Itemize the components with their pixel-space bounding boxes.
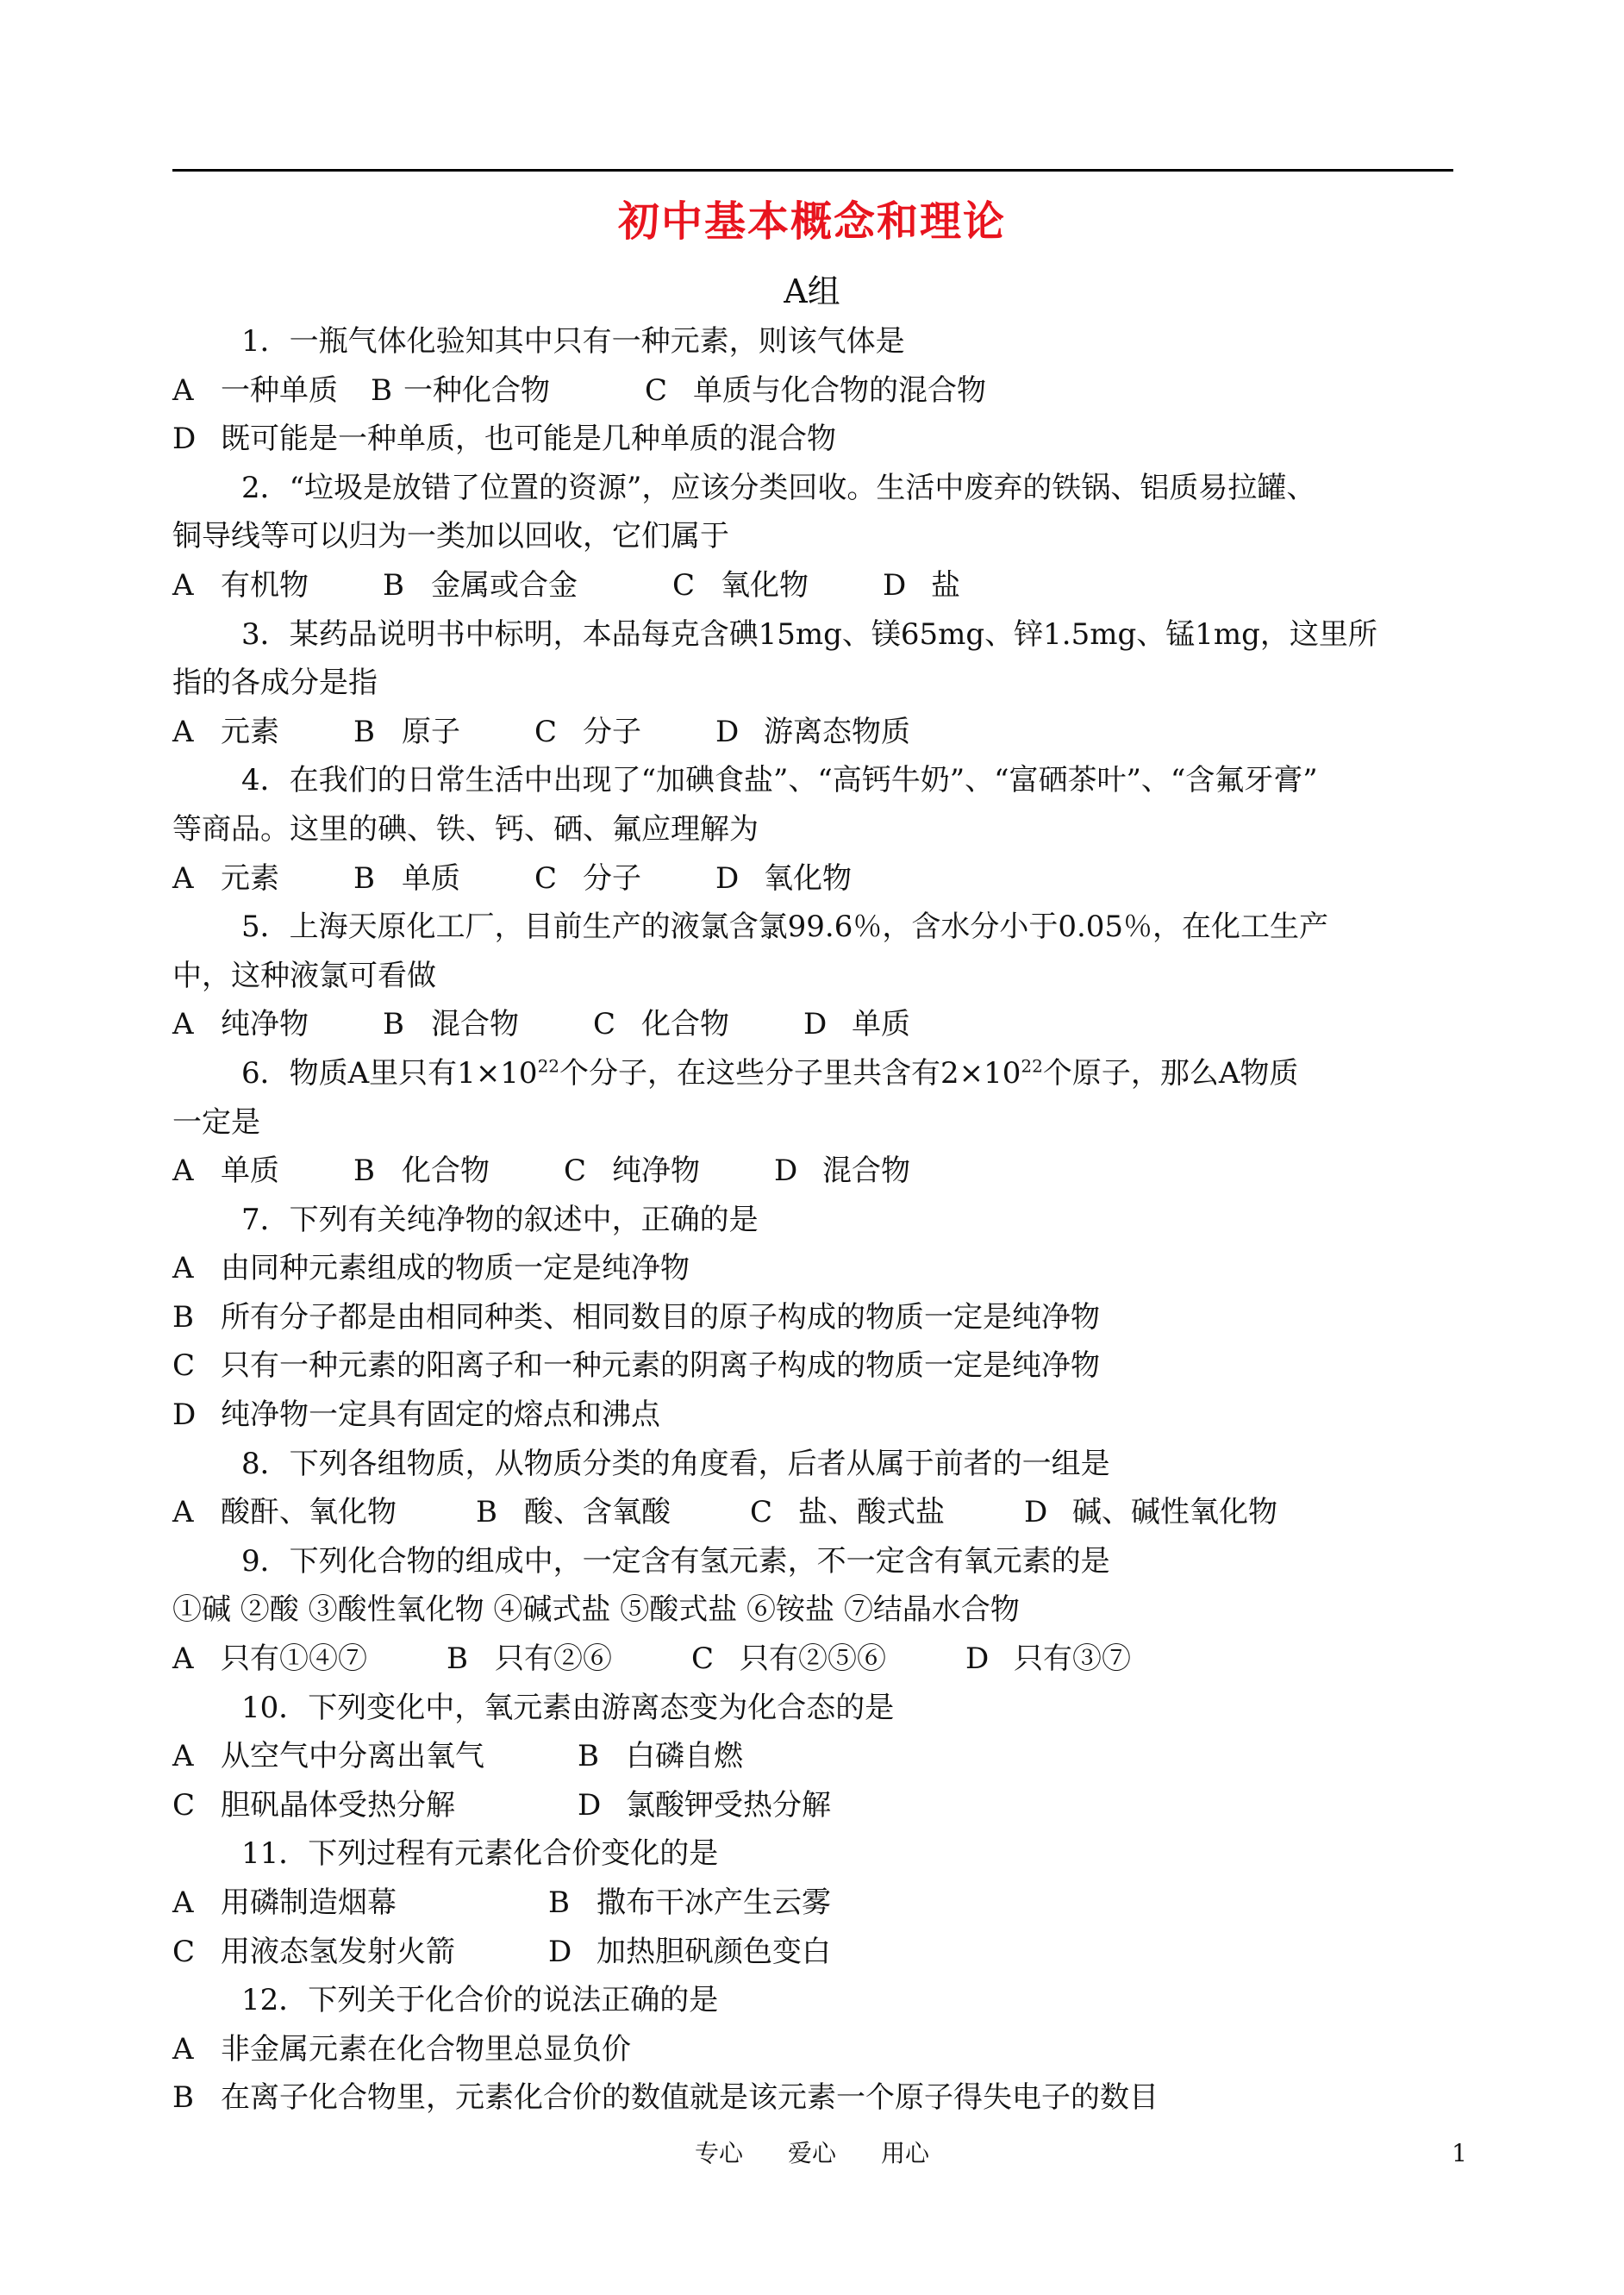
option-a: A 一种单质 [172, 372, 338, 408]
question-stem-line: 4．在我们的日常生活中出现了“加碘食盐”、“高钙牛奶”、“富硒茶叶”、“含氟牙膏” [241, 763, 1318, 798]
footer-motto-item: 专心 [694, 2139, 743, 2167]
option-row [172, 415, 1465, 464]
option-row [172, 1488, 1465, 1537]
option-c: C 化合物 [593, 1007, 729, 1042]
question-stem-line: 1．一瓶气体化验知其中只有一种元素，则该气体是 [241, 324, 905, 359]
question-list [172, 317, 1465, 2123]
option-row [172, 1244, 1465, 1293]
option-b: B 在离子化合物里，元素化合价的数值就是该元素一个原子得失电子的数目 [172, 2080, 1159, 2116]
option-a: A 由同种元素组成的物质一定是纯净物 [172, 1251, 690, 1286]
question-stem-line: 等商品。这里的碘、铁、钙、硒、氟应理解为 [172, 811, 759, 847]
footer-motto [0, 2136, 1624, 2171]
question-9 [172, 1537, 1465, 1684]
question-7 [172, 1196, 1465, 1440]
question-stem-line: 7．下列有关纯净物的叙述中，正确的是 [241, 1202, 759, 1237]
option-b: B 白磷自燃 [578, 1739, 743, 1774]
option-a: A 从空气中分离出氧气 [172, 1739, 484, 1774]
option-c: C 胆矾晶体受热分解 [172, 1787, 455, 1823]
option-d: D 碱、碱性氧化物 [1024, 1495, 1277, 1530]
exponent: 22 [537, 1055, 560, 1077]
question-stem-line: 11．下列过程有元素化合价变化的是 [241, 1836, 719, 1872]
question-11 [172, 1829, 1465, 1976]
option-row [172, 1391, 1465, 1440]
option-d: D 混合物 [774, 1154, 910, 1189]
question-stem-line: 6．物质A里只有$1\times 10^{22}$个分子，在这些分子里共含有$2\times 10^{22}$个原子，那么A物质 [241, 1055, 1299, 1091]
option-a: A 非金属元素在化合物里总显负价 [172, 2031, 631, 2067]
question-5 [172, 903, 1465, 1049]
question-stem-line: 一定是 [172, 1104, 260, 1140]
option-a: A 单质 [172, 1154, 279, 1189]
option-row [172, 1781, 1465, 1830]
option-d: D 单质 [803, 1007, 910, 1042]
question-stem-line: ①碱 ②酸 ③酸性氧化物 ④碱式盐 ⑤酸式盐 ⑥铵盐 ⑦结晶水合物 [172, 1592, 1020, 1628]
question-stem-line: 指的各成分是指 [172, 666, 378, 701]
option-b: B 混合物 [383, 1007, 519, 1042]
question-stem-line: 3．某药品说明书中标明，本品每克含碘15mg、镁65mg、锌1.5mg、锰1mg，这里所 [241, 616, 1377, 652]
option-b: B 单质 [353, 860, 460, 896]
option-d: D 氧化物 [715, 860, 852, 896]
option-a: A 元素 [172, 714, 279, 749]
question-3 [172, 610, 1465, 757]
option-d: D 氯酸钾受热分解 [578, 1787, 831, 1823]
footer-motto-item: 爱心 [787, 2139, 836, 2167]
option-row [172, 561, 1465, 610]
option-a: A 用磷制造烟幕 [172, 1885, 397, 1920]
question-2 [172, 464, 1465, 610]
group-heading: A组 [784, 272, 840, 310]
option-c: C 只有②⑤⑥ [691, 1642, 886, 1677]
option-c: C 盐、酸式盐 [750, 1495, 945, 1530]
question-stem-line: 10．下列变化中，氧元素由游离态变为化合态的是 [241, 1690, 895, 1725]
question-stem-line: 8．下列各组物质，从物质分类的角度看，后者从属于前者的一组是 [241, 1446, 1110, 1481]
option-d: D 加热胆矾颜色变白 [548, 1934, 831, 1969]
option-row [172, 1147, 1465, 1196]
option-c: C 单质与化合物的混合物 [645, 372, 986, 408]
option-c: C 用液态氢发射火箭 [172, 1934, 455, 1969]
option-a: A 元素 [172, 860, 279, 896]
option-row [172, 854, 1465, 904]
question-1 [172, 317, 1465, 464]
option-d: D 纯净物一定具有固定的熔点和沸点 [172, 1398, 660, 1433]
option-row [172, 1293, 1465, 1342]
option-d: D 盐 [883, 567, 960, 603]
page-title: 初中基本概念和理论 [617, 197, 1006, 246]
page-number: 1 [1452, 2139, 1467, 2167]
option-b: B 化合物 [353, 1154, 490, 1189]
question-stem-line: 中，这种液氯可看做 [172, 958, 436, 993]
option-a: A 有机物 [172, 567, 309, 603]
exponent: 22 [1021, 1055, 1043, 1077]
question-stem-line: 9．下列化合物的组成中，一定含有氢元素，不一定含有氧元素的是 [241, 1543, 1110, 1579]
footer-motto-item: 用心 [881, 2139, 930, 2167]
option-d: D 既可能是一种单质，也可能是几种单质的混合物 [172, 422, 836, 457]
option-a: A 酸酐、氧化物 [172, 1495, 397, 1530]
question-8 [172, 1440, 1465, 1537]
option-row [172, 2073, 1465, 2123]
question-stem-line: 铜导线等可以归为一类加以回收，它们属于 [172, 519, 729, 554]
question-12 [172, 1976, 1465, 2123]
option-row [172, 366, 1465, 416]
option-d: D 游离态物质 [715, 714, 910, 749]
option-c: C 分子 [534, 714, 641, 749]
option-b: B 金属或合金 [383, 567, 578, 603]
option-a: A 纯净物 [172, 1007, 309, 1042]
option-b: B 只有②⑥ [447, 1642, 612, 1677]
option-b: B 撒布干冰产生云雾 [548, 1885, 831, 1920]
option-row [172, 1879, 1465, 1928]
option-a: A 只有①④⑦ [172, 1642, 367, 1677]
option-c: C 只有一种元素的阳离子和一种元素的阴离子构成的物质一定是纯净物 [172, 1348, 1100, 1384]
question-6 [172, 1049, 1465, 1196]
header-rule [172, 169, 1453, 172]
option-b: B 所有分子都是由相同种类、相同数目的原子构成的物质一定是纯净物 [172, 1299, 1100, 1335]
option-row [172, 1928, 1465, 1977]
option-c: C 纯净物 [564, 1154, 700, 1189]
option-c: C 分子 [534, 860, 641, 896]
option-row [172, 1635, 1465, 1684]
question-4 [172, 756, 1465, 903]
question-stem-line: 5．上海天原化工厂，目前生产的液氯含氯99.6％，含水分小于0.05％，在化工生产 [241, 910, 1329, 945]
option-b: B 一种化合物 [371, 372, 550, 408]
option-row [172, 1000, 1465, 1049]
question-stem-line: 12．下列关于化合价的说法正确的是 [241, 1983, 719, 2018]
option-row [172, 1732, 1465, 1781]
option-b: B 酸、含氧酸 [476, 1495, 671, 1530]
option-row [172, 2025, 1465, 2074]
option-b: B 原子 [353, 714, 460, 749]
option-row [172, 1341, 1465, 1391]
question-10 [172, 1684, 1465, 1830]
option-c: C 氧化物 [672, 567, 809, 603]
option-row [172, 708, 1465, 757]
question-stem-line: 2．“垃圾是放错了位置的资源”，应该分类回收。生活中废弃的铁锅、铝质易拉罐、 [241, 470, 1316, 505]
option-d: D 只有③⑦ [965, 1642, 1131, 1677]
